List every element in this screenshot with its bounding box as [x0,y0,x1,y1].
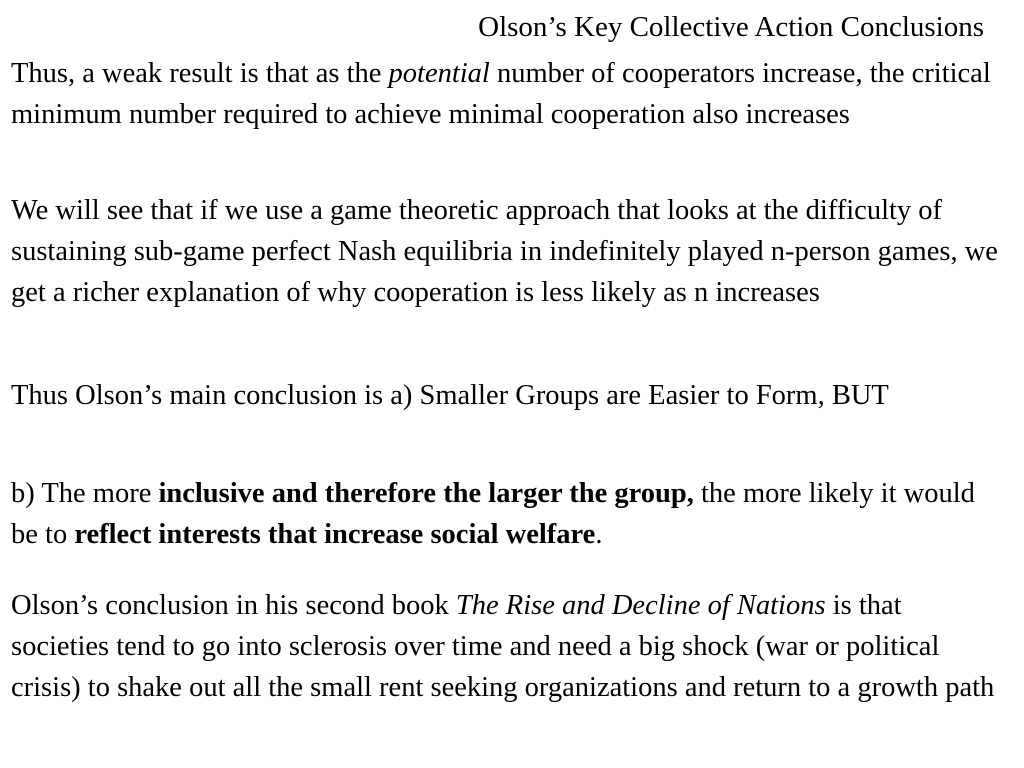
paragraph-inclusive-groups [11,473,1001,555]
paragraph-weak-result [11,53,1001,135]
paragraph-main-conclusion [11,375,1001,416]
book-title: The Rise and Decline of Nations [455,590,826,621]
bold-text: reflect interests that increase social welfare [74,519,596,550]
paragraph-text: number of cooperators increase, the critical minimum number required to achieve minimal cooperation also increases [11,58,991,130]
paragraph-text: . [595,519,603,550]
paragraph-text: b) The more [11,478,159,509]
paragraph-text: Thus, a weak result is that as the [11,58,389,89]
paragraph-text: We will see that if we use a game theoretic approach that looks at the difficulty of sustaining sub-game perfect Nash equilibria in indefinitely played n-person games, we get a richer explanation of why cooperation is less likely as n increases [11,195,998,308]
paragraph-second-book [11,585,1001,708]
paragraph-text: the more likely it would be to [11,478,975,550]
emphasis-text: potential [388,58,490,89]
paragraph-text: is that societies tend to go into sclerosis over time and need a big shock (war or political crisis) to shake out all the small rent seeking organizations and return to a growth path [11,590,995,703]
paragraph-game-theory [11,190,1001,313]
paragraph-text: Olson’s conclusion in his second book [11,590,456,621]
bold-text: inclusive and therefore the larger the group, [158,478,694,509]
paragraph-text: Thus Olson’s main conclusion is a) Smaller Groups are Easier to Form, BUT [11,380,889,411]
slide-title: Olson’s Key Collective Action Conclusions [478,11,984,43]
